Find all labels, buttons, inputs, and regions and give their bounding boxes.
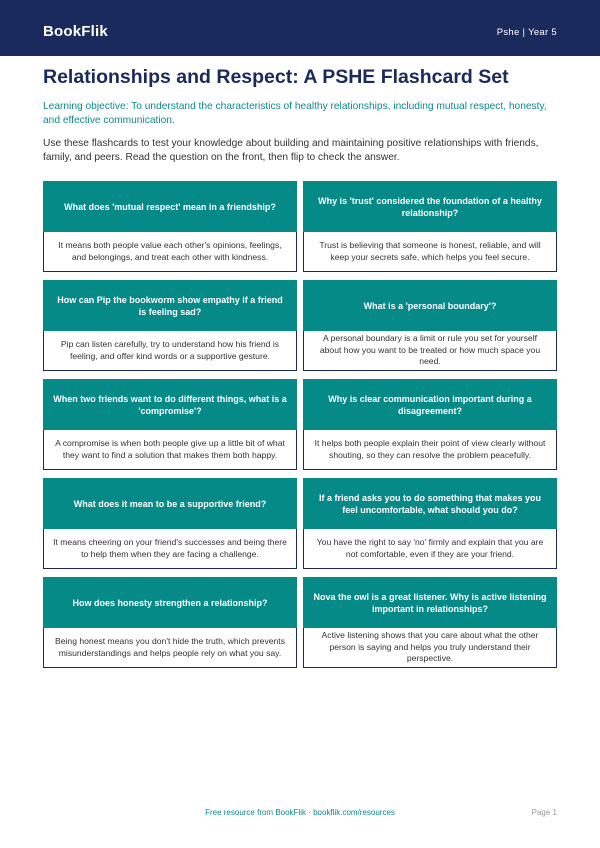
flashcard-answer: You have the right to say 'no' firmly and explain that you are not comfortable, even if they are your friend. (303, 529, 557, 569)
footer-credit[interactable]: Free resource from BookFlik · bookflik.com/resources (205, 808, 395, 817)
flashcard-question: If a friend asks you to do something that makes you feel uncomfortable, what should you do? (303, 478, 557, 529)
flashcard[interactable] (303, 379, 557, 470)
flashcard-question: What is a 'personal boundary'? (303, 280, 557, 331)
flashcard-answer: Pip can listen carefully, try to understand how his friend is feeling, and offer kind words or a supportive gesture. (43, 331, 297, 371)
flashcard-question: When two friends want to do different things, what is a 'compromise'? (43, 379, 297, 430)
page-number: Page 1 (531, 808, 557, 817)
flashcard-question: How does honesty strengthen a relationship? (43, 577, 297, 628)
flashcard[interactable] (43, 181, 297, 272)
intro-text: Use these flashcards to test your knowledge about building and maintaining positive relationships with friends, family, and peers. Read the question on the front, then flip to check the answer. (43, 138, 539, 163)
flashcard-question: Why is clear communication important during a disagreement? (303, 379, 557, 430)
flashcard-answer: A personal boundary is a limit or rule you set for yourself about how you want to be treated or how much space you need. (303, 331, 557, 371)
flashcard[interactable] (303, 181, 557, 272)
flashcard-answer: It means both people value each other's opinions, feelings, and belongings, and treat each other with kindness. (43, 232, 297, 272)
flashcard[interactable] (43, 478, 297, 569)
flashcard[interactable] (303, 478, 557, 569)
flashcard-answer: It means cheering on your friend's successes and being there to help them when they are facing a challenge. (43, 529, 297, 569)
flashcard[interactable] (43, 280, 297, 371)
brand-logo[interactable]: BookFlik (43, 23, 108, 40)
top-banner (0, 0, 600, 56)
flashcard[interactable] (303, 280, 557, 371)
flashcard[interactable] (43, 379, 297, 470)
flashcard-answer: Active listening shows that you care about what the other person is saying and helps you truly understand their perspective. (303, 628, 557, 668)
flashcard-grid (43, 181, 557, 669)
page-title: Relationships and Respect: A PSHE Flashcard Set (43, 66, 509, 88)
flashcard-question: How can Pip the bookworm show empathy if a friend is feeling sad? (43, 280, 297, 331)
flashcard-answer: Trust is believing that someone is honest, reliable, and will keep your secrets safe, which helps you feel secure. (303, 232, 557, 272)
subject-year-tag: Pshe | Year 5 (496, 27, 557, 38)
flashcard-answer: A compromise is when both people give up a little bit of what they want to find a solution that makes them both happy. (43, 430, 297, 470)
flashcard-answer: It helps both people explain their point of view clearly without shouting, so they can resolve the problem peacefully. (303, 430, 557, 470)
flashcard-answer: Being honest means you don't hide the truth, which prevents misunderstandings and helps people rely on what you say. (43, 628, 297, 668)
flashcard[interactable] (303, 577, 557, 668)
flashcard[interactable] (43, 577, 297, 668)
flashcard-question: What does it mean to be a supportive friend? (43, 478, 297, 529)
flashcard-question: Why is 'trust' considered the foundation of a healthy relationship? (303, 181, 557, 232)
flashcard-question: What does 'mutual respect' mean in a friendship? (43, 181, 297, 232)
learning-objective: Learning objective: To understand the characteristics of healthy relationships, including mutual respect, honesty, and effective communication. (43, 101, 547, 126)
flashcard-question: Nova the owl is a great listener. Why is active listening important in relationships? (303, 577, 557, 628)
